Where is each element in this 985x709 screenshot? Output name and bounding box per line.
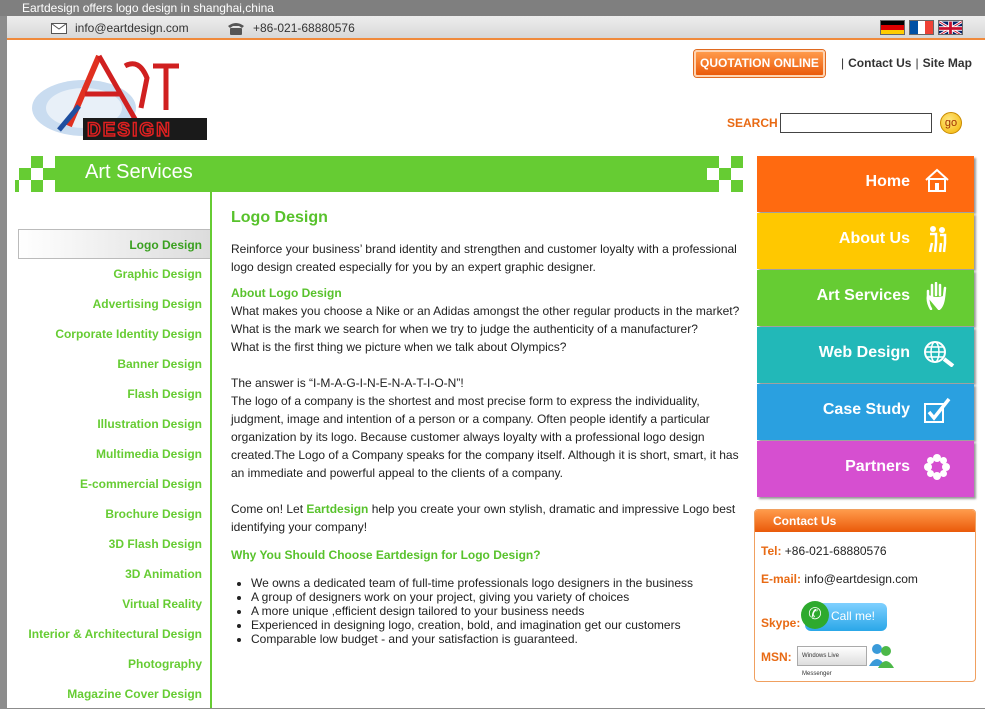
top-banner-bar	[0, 0, 985, 16]
skype-label: Skype:	[761, 616, 801, 630]
msn-row	[761, 650, 792, 664]
nav-button-label: Home	[865, 173, 910, 190]
nav-button-web-design[interactable]	[757, 327, 974, 383]
msn-buddy-icon	[867, 642, 895, 668]
sidebar-item[interactable]: Interior & Architectural Design	[28, 627, 202, 641]
call-me-label: Call me!	[831, 609, 876, 623]
sidebar-item[interactable]: Logo Design	[18, 229, 210, 259]
search-label: SEARCH	[727, 116, 778, 130]
why-heading: Why You Should Choose Eartdesign for Logo Design?	[231, 548, 541, 562]
flower-icon	[922, 453, 952, 483]
envelope-icon	[51, 23, 67, 34]
sidebar-item[interactable]: E-commercial Design	[79, 477, 202, 491]
list-item: • A more unique ,efficient design tailored to your business needs	[251, 604, 741, 618]
sidebar-item[interactable]: Advertising Design	[92, 297, 202, 311]
nav-button-about-us[interactable]	[757, 213, 974, 269]
sidebar-item[interactable]: Brochure Design	[105, 507, 202, 521]
telephone-icon	[227, 22, 245, 35]
tel-label: Tel:	[761, 544, 782, 558]
sidebar-item[interactable]: 3D Flash Design	[108, 537, 202, 551]
msn-label: MSN:	[761, 650, 792, 664]
people-icon	[922, 225, 952, 255]
nav-button-label: Partners	[845, 458, 910, 475]
intro-text: Reinforce your business’ brand identity and strengthen and customer loyalty with a professional logo design created especially for you by an expert graphic designer.	[231, 242, 737, 274]
email-text: info@eartdesign.com	[75, 21, 189, 35]
section-banner	[15, 156, 747, 192]
email-value[interactable]: info@eartdesign.com	[804, 572, 918, 586]
contact-bar	[7, 16, 985, 40]
main-navigation	[757, 156, 974, 498]
sidebar-item[interactable]: Graphic Design	[113, 267, 202, 281]
main-content	[231, 206, 741, 646]
call-to-action	[231, 500, 741, 536]
nav-button-partners[interactable]	[757, 441, 974, 497]
email-label: E-mail:	[761, 572, 802, 586]
nav-button-art-services[interactable]	[757, 270, 974, 326]
list-item: • Experienced in designing logo, creation, bold, and imagination get our customers	[251, 618, 741, 632]
phone-item	[227, 21, 355, 35]
sidebar-item[interactable]: Banner Design	[117, 357, 202, 371]
nav-button-label: Web Design	[818, 344, 910, 361]
globe-search-icon	[922, 339, 952, 369]
question-1: What makes you choose a Nike or an Adidas amongst the other regular products in the market?	[231, 304, 740, 318]
contact-box-title: Contact Us	[755, 510, 975, 532]
french-flag-icon[interactable]	[909, 20, 934, 35]
page	[7, 16, 985, 708]
top-banner-text: Eartdesign offers logo design in shanghai,china	[22, 1, 274, 15]
about-heading: About Logo Design	[231, 286, 342, 300]
house-icon	[922, 168, 952, 198]
email-row	[761, 572, 918, 586]
quotation-online-button[interactable]: QUOTATION ONLINE	[694, 50, 825, 77]
sidebar-item[interactable]: Corporate Identity Design	[55, 327, 202, 341]
phone-text: +86-021-68880576	[253, 21, 355, 35]
nav-button-label: Art Services	[816, 287, 910, 304]
nav-button-label: About Us	[838, 230, 910, 247]
list-item: • We owns a dedicated team of full-time professionals logo designers in the business	[251, 576, 741, 590]
sidebar-item[interactable]: Multimedia Design	[95, 447, 202, 461]
hand-icon	[922, 282, 952, 312]
question-3: What is the first thing we picture when we talk about Olympics?	[231, 340, 567, 354]
sidebar-item[interactable]: Illustration Design	[97, 417, 202, 431]
nav-button-home[interactable]	[757, 156, 974, 212]
uk-flag-icon[interactable]	[938, 20, 963, 35]
skype-call-button[interactable]	[805, 603, 887, 631]
contact-us-link[interactable]: Contact Us	[848, 56, 912, 70]
sidebar-item[interactable]: Magazine Cover Design	[67, 687, 202, 701]
cta-pre: Come on! Let	[231, 502, 307, 516]
banner-title: Art Services	[85, 161, 193, 183]
search-input[interactable]	[780, 113, 932, 133]
service-sidebar	[18, 229, 210, 709]
sidebar-item[interactable]: 3D Animation	[125, 567, 202, 581]
sidebar-item[interactable]: Photography	[128, 657, 202, 671]
nav-button-case-study[interactable]	[757, 384, 974, 440]
page-title: Logo Design	[231, 209, 328, 226]
go-button[interactable]: go	[940, 112, 962, 134]
tel-row	[761, 544, 887, 558]
contact-box	[754, 509, 976, 682]
checkbox-icon	[922, 396, 952, 426]
german-flag-icon[interactable]	[880, 20, 905, 35]
language-flags	[880, 20, 963, 35]
top-links: | Contact Us | Site Map	[841, 56, 972, 70]
phone-icon: ✆	[801, 601, 829, 629]
question-2: What is the mark we search for when we try to judge the authenticity of a manufacturer?	[231, 322, 698, 336]
cta-brand-link[interactable]: Eartdesign	[306, 502, 369, 516]
answer-text: The answer is “I-M-A-G-I-N-E-N-A-T-I-O-N”!	[231, 376, 464, 390]
svg-text:DESIGN: DESIGN	[87, 120, 172, 141]
site-map-link[interactable]: Site Map	[922, 56, 972, 70]
cta-post: help you create your own stylish, dramatic and impressive Logo best identifying your company!	[231, 502, 736, 534]
sidebar-item[interactable]: Virtual Reality	[122, 597, 202, 611]
email-item[interactable]	[51, 21, 189, 35]
list-item: • Comparable low budget - and your satisfaction is guaranteed.	[251, 632, 741, 646]
nav-button-label: Case Study	[822, 401, 910, 418]
sidebar-item[interactable]: Flash Design	[127, 387, 202, 401]
body-text: The logo of a company is the shortest and most precise form to express the individuality, judgment, image and intention of a person or a company. Often people identify a particular organization by its logo. Because customer always loyalty with a professional logo design created.The Logo of a Company speaks for the company itself. Although it is short, smart, it has an immediate and powerful appeal to the clients of a company.	[231, 394, 739, 480]
list-item: • A group of designers work on your project, giving you variety of choices	[251, 590, 741, 604]
tel-value: +86-021-68880576	[784, 544, 887, 558]
art-design-logo[interactable]	[29, 48, 209, 144]
benefits-list	[231, 576, 741, 646]
skype-row	[761, 616, 800, 630]
msn-badge[interactable]: Windows Live Messenger	[797, 646, 867, 666]
sidebar-divider	[210, 192, 212, 708]
